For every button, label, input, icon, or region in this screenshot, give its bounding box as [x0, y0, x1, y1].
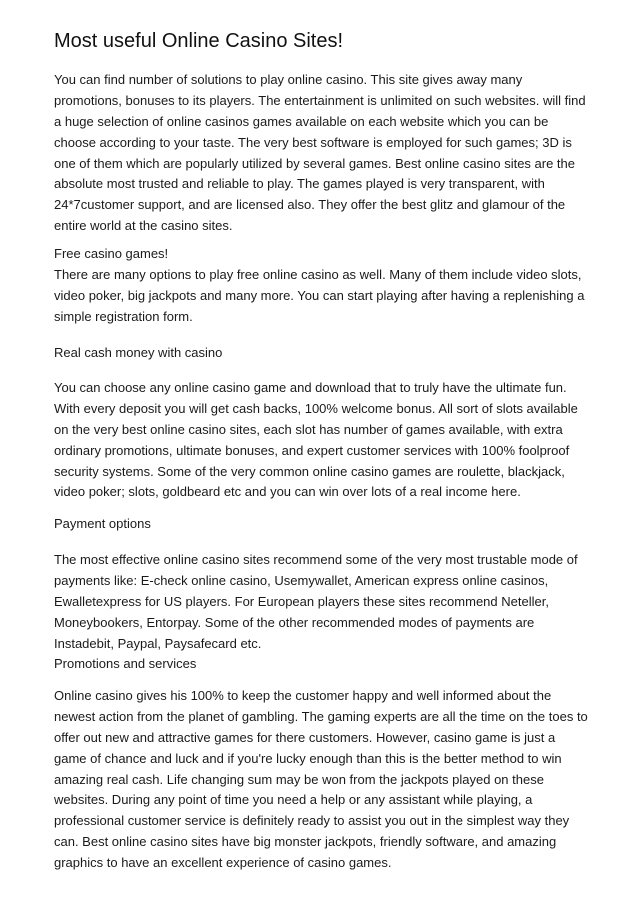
free-games-paragraph [54, 244, 594, 328]
text-line: security systems. Some of the very common online casino games are roulette, blackjack, [54, 463, 565, 479]
text-line: amazing real cash. Life changing sum may be won from the jackpots played on these [54, 771, 544, 787]
section-heading: Real cash money with casino [54, 345, 223, 360]
text-line: one of them which are popularly utilized by several games. Best online casino sites are the [54, 155, 576, 171]
text-line: video poker, big jackpots and many more. You can start playing after having a replenishing a [54, 287, 585, 303]
page-title: Most useful Online Casino Sites! [54, 30, 344, 52]
text-line: You can find number of solutions to play online casino. This site gives away many [54, 72, 523, 87]
text-line: Moneybookers, Entorpay. Some of the other recommended modes of payments are [54, 614, 535, 630]
payment-heading [54, 514, 594, 535]
text-line: video poker; slots, goldbeard etc and you can win over lots of a real income here. [54, 484, 521, 500]
real-cash-paragraph [54, 378, 594, 503]
text-line: 24*7customer support, and are licensed also. They offer the best glitz and glamour of the [54, 197, 566, 213]
text-line: Online casino gives his 100% to keep the customer happy and well informed about the [54, 688, 552, 703]
text-line: Ewalletexpress for US players. For European players these sites recommend Neteller, [54, 593, 549, 609]
section-heading: Free casino games! [54, 246, 169, 261]
section-heading: Payment options [54, 516, 151, 531]
text-line: payments like: E-check online casino, Usemywallet, American express online casinos, [54, 572, 549, 588]
text-line: The most effective online casino sites recommend some of the very most trustable mode of [54, 552, 578, 567]
text-line: There are many options to play free online casino as well. Many of them include video slots, [54, 266, 582, 282]
real-cash-heading [54, 343, 594, 364]
text-line: can. Best online casino sites have big monster jackpots, friendly software, and amazing [54, 834, 557, 850]
text-line: You can choose any online casino game and download that to truly have the ultimate fun. [54, 380, 567, 395]
text-line: Instadebit, Paypal, Paysafecard etc. [54, 635, 262, 651]
text-line: on the very best online casino sites, each slot has number of games available, with extra [54, 421, 563, 437]
text-line: websites. During any point of time you need a help or any assistant while playing, a [54, 792, 533, 808]
text-line: entire world at the casino sites. [54, 218, 233, 234]
text-line: With every deposit you will get cash backs, 100% welcome bonus. All sort of slots available [54, 400, 578, 416]
text-line: absolute most trusted and reliable to play. The games played is very transparent, with [54, 176, 545, 192]
section-heading: Promotions and services [54, 656, 197, 672]
intro-paragraph [54, 70, 594, 237]
text-line: choose according to your taste. The very best software is employed for such games; 3D is [54, 134, 572, 150]
text-line: offer out new and attractive games for there customers. However, casino game is just a [54, 729, 556, 745]
text-line: simple registration form. [54, 308, 193, 324]
text-line: professional customer service is definitely ready to assist you out in the simplest way they [54, 813, 570, 829]
text-line: ordinary promotions, ultimate bonuses, and expert customer services with 100% foolproof [54, 442, 570, 458]
text-line: graphics to have an excellent experience of casino games. [54, 855, 392, 871]
text-line: a huge selection of online casinos games available on each website which you can be [54, 113, 549, 129]
payment-paragraph [54, 550, 594, 675]
text-line: game of chance and luck and if you're lucky enough than this is the better method to win [54, 750, 562, 766]
text-line: promotions, bonuses to its players. The entertainment is unlimited on such websites. will find [54, 92, 586, 108]
promotions-paragraph [54, 686, 594, 874]
text-line: newest action from the planet of gambling. The gaming experts are all the time on the toes to [54, 708, 588, 724]
